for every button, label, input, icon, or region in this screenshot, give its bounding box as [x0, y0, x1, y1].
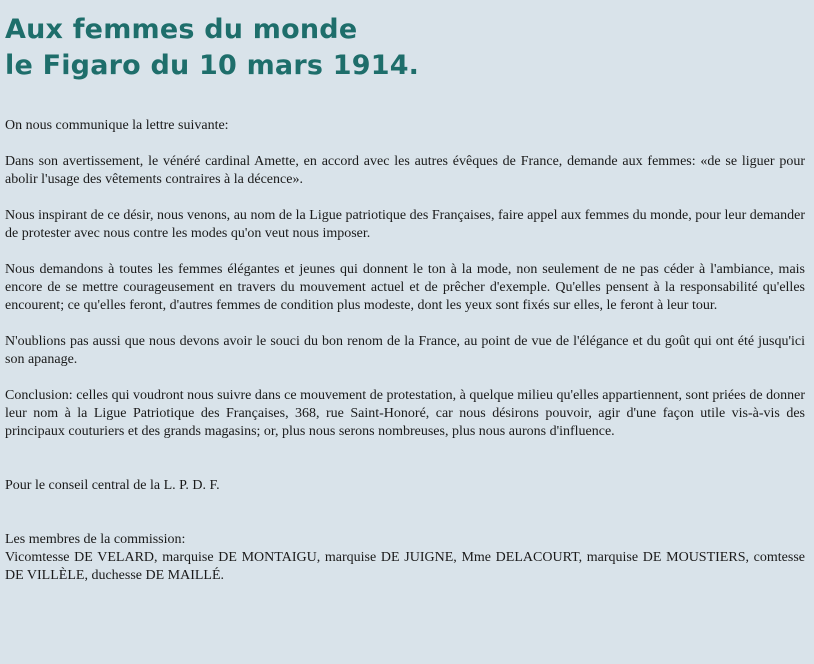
page-title: [5, 12, 805, 84]
paragraph-appel: Nous inspirant de ce désir, nous venons, au nom de la Ligue patriotique des Françaises, faire appel aux femmes du monde, pour leur demander de protester avec nous contre les modes qu'on veut nous imposer.: [5, 208, 805, 241]
paragraph-demande: Nous demandons à toutes les femmes élégantes et jeunes qui donnent le ton à la mode, non seulement de ne pas céder à l'ambiance, mais encore de se mettre courageusement en travers du mouvement actuel et de prêcher d'exemple. Qu'elles pensent à la responsabilité qu'elles encourent; ce qu'elles feront, d'autres femmes de condition plus modeste, dont les yeux sont fixés sur elles, le feront à leur tour.: [5, 262, 805, 313]
letter-body: [5, 117, 805, 585]
signature-line: Pour le conseil central de la L. P. D. F.: [5, 478, 220, 493]
members-list: Vicomtesse DE VELARD, marquise DE MONTAIGU, marquise DE JUIGNE, Mme DELACOURT, marquise DE MOUSTIERS, comtesse DE VILLÈLE, duchesse DE MAILLÉ.: [5, 550, 805, 583]
members-heading: Les membres de la commission:: [5, 532, 186, 547]
intro-paragraph: On nous communique la lettre suivante:: [5, 118, 229, 133]
paragraph-avertissement: Dans son avertissement, le vénéré cardinal Amette, en accord avec les autres évêques de France, demande aux femmes: «de se liguer pour abolir l'usage des vêtements contraires à la décence».: [5, 154, 805, 187]
title-line-2: le Figaro du 10 mars 1914.: [5, 50, 420, 81]
members-block: [5, 531, 805, 585]
paragraph-renom: N'oublions pas aussi que nous devons avoir le souci du bon renom de la France, au point de vue de l'élégance et du goût qui ont été jusqu'ici son apanage.: [5, 334, 805, 367]
paragraph-conclusion: Conclusion: celles qui voudront nous suivre dans ce mouvement de protestation, à quelque milieu qu'elles appartiennent, sont priées de donner leur nom à la Ligue Patriotique des Françaises, 368, rue Saint-Honoré, car nous désirons pouvoir, agir d'une façon utile vis-à-vis des principaux couturiers et des grands magasins; or, plus nous serons nombreuses, plus nous aurons d'influence.: [5, 388, 805, 439]
title-line-1: Aux femmes du monde: [5, 14, 358, 45]
